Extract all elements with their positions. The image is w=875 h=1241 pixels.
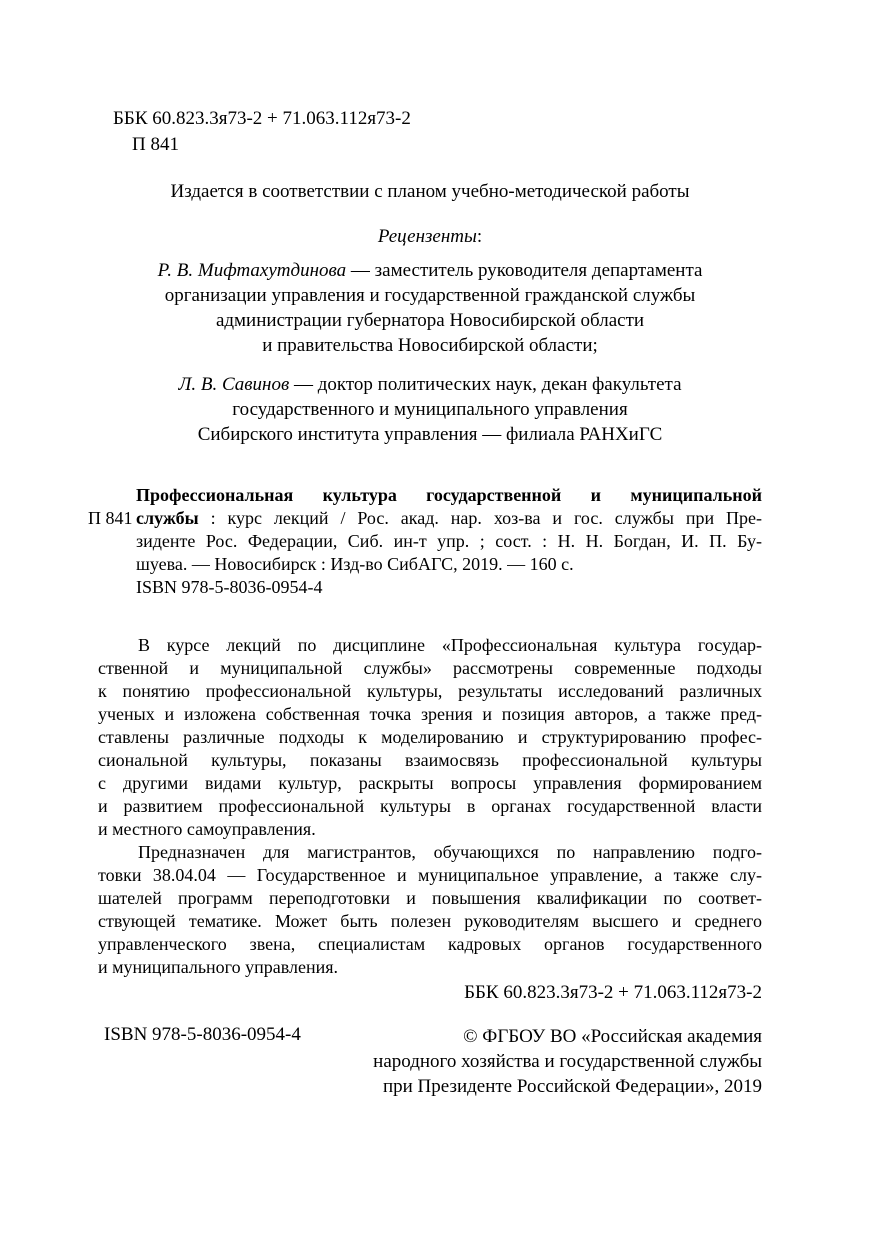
reviewer-entry-2	[98, 372, 762, 447]
reviewer-entry-1	[98, 258, 762, 358]
edition-note: Издается в соответствии с планом учебно-методической работы	[170, 181, 690, 202]
imprint-footer	[98, 1024, 762, 1099]
isbn: ISBN 978-5-8036-0954-4	[136, 577, 323, 597]
card-title-bold: службы	[136, 508, 199, 528]
card-imprint-text: : курс лекций / Рос. акад. нар. хоз-ва и гос. службы при Пре-	[198, 508, 762, 528]
card-imprint-line: шуева. — Новосибирск : Изд-во СибАГС, 2019. — 160 с.	[136, 554, 574, 574]
reviewer-title: — заместитель руководителя департамента	[346, 260, 703, 281]
annotation-line: В курсе лекций по дисциплине «Профессиональная культура государ-	[138, 635, 762, 655]
annotation-line: и развитием профессиональной культуры в органах государственной власти	[98, 796, 762, 816]
annotation-paragraph-2	[98, 841, 762, 979]
reviewer-extra-lines	[98, 397, 762, 447]
annotation-line: ставлены различные подходы к моделированию и структурированию профес-	[98, 727, 762, 747]
reviewer-line: и правительства Новосибирской области;	[262, 335, 598, 356]
annotation-line: и местного самоуправления.	[98, 819, 316, 839]
annotation-line: Предназначен для магистрантов, обучающихся по направлению подго-	[138, 842, 762, 862]
reviewer-first-line	[98, 372, 762, 397]
reviewers-heading-colon: :	[476, 226, 483, 247]
copyright-line: © ФГБОУ ВО «Российская академия	[463, 1026, 762, 1047]
annotation	[98, 634, 762, 1004]
reviewer-name: Р. В. Мифтахутдинова	[157, 260, 347, 281]
annotation-line: и муниципального управления.	[98, 957, 338, 977]
card-title-line: Профессиональная культура государственной и муниципальной	[136, 485, 762, 505]
card-title-line	[136, 507, 762, 530]
reviewers-heading	[98, 226, 762, 248]
annotation-line: шателей программ переподготовки и повышения квалификации по соответ-	[98, 888, 762, 908]
bbk-code: ББК 60.823.3я73-2 + 71.063.112я73-2	[113, 108, 411, 129]
catalog-card-text	[136, 484, 762, 599]
reviewer-extra-lines	[98, 283, 762, 358]
bbk-code: ББК 60.823.3я73-2 + 71.063.112я73-2	[464, 982, 762, 1003]
annotation-line: товки 38.04.04 — Государственное и муниципальное управление, а также слу-	[98, 865, 762, 885]
catalog-card	[88, 484, 762, 599]
copyright-line: народного хозяйства и государственной службы	[373, 1051, 762, 1072]
annotation-line: к понятию профессиональной культуры, результаты исследований различных	[98, 681, 762, 701]
reviewer-line: государственного и муниципального управления	[232, 399, 628, 420]
isbn: ISBN 978-5-8036-0954-4	[104, 1024, 301, 1045]
copyright-block	[373, 1024, 762, 1099]
annotation-line: с другими видами культур, раскрыты вопросы управления формированием	[98, 773, 762, 793]
card-imprint-line: зиденте Рос. Федерации, Сиб. ин-т упр. ; сост. : Н. Н. Богдан, И. П. Бу-	[136, 531, 762, 551]
annotation-line: ственной и муниципальной службы» рассмотрены современные подходы	[98, 658, 762, 678]
copyright-line: при Президенте Российской Федерации», 2019	[382, 1076, 762, 1097]
reviewer-name: Л. В. Савинов	[178, 374, 290, 395]
reviewer-first-line	[98, 258, 762, 283]
annotation-line: ствующей тематике. Может быть полезен руководителям высшего и среднего	[98, 911, 762, 931]
reviewers-heading-word: Рецензенты	[377, 226, 477, 247]
author-sign-code: П 841	[132, 134, 179, 155]
reviewer-line: организации управления и государственной гражданской службы	[164, 285, 696, 306]
annotation-line: управленческого звена, специалистам кадровых органов государственного	[98, 934, 762, 954]
annotation-line: ученых и изложена собственная точка зрения и позиция авторов, а также пред-	[98, 704, 762, 724]
classification-block	[113, 106, 411, 158]
annotation-paragraph-1	[98, 634, 762, 841]
reviewer-title: — доктор политических наук, декан факультета	[289, 374, 682, 395]
author-sign-code: П 841	[88, 508, 133, 528]
reviewer-line: Сибирского института управления — филиала РАНХиГС	[197, 424, 663, 445]
reviewer-line: администрации губернатора Новосибирской области	[215, 310, 645, 331]
annotation-line: сиональной культуры, показаны взаимосвязь профессиональной культуры	[98, 750, 762, 770]
